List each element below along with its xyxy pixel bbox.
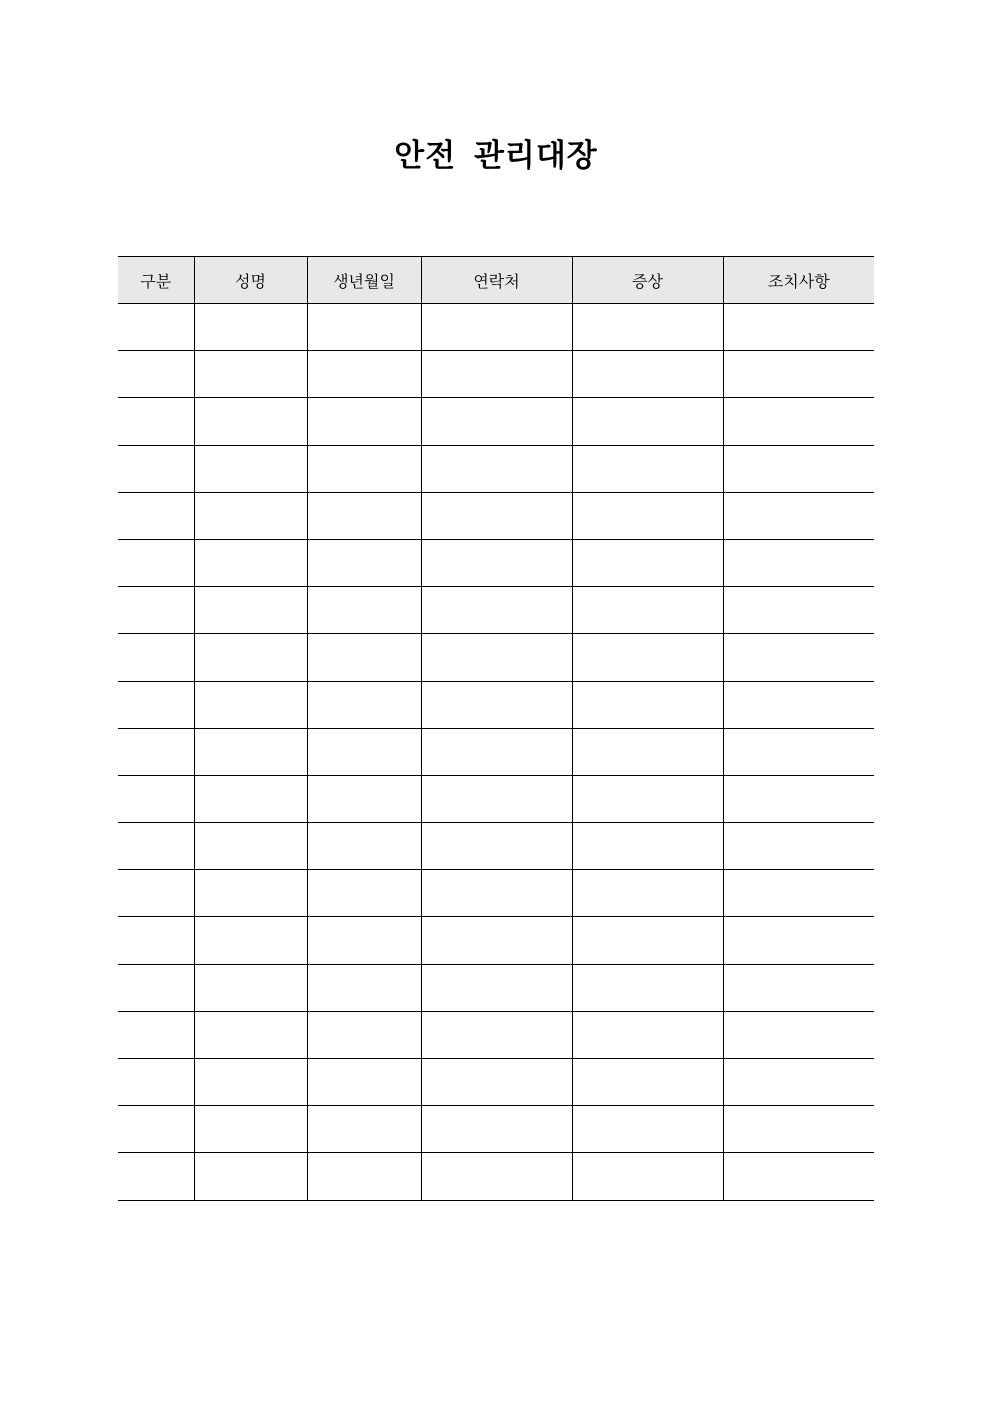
- name-cell: [194, 304, 307, 351]
- action-taken-cell: [723, 964, 874, 1011]
- category-cell: [118, 398, 194, 445]
- page-title: 안전 관리대장: [394, 138, 598, 174]
- birthdate-cell: [307, 1011, 421, 1058]
- action-taken-cell: [723, 304, 874, 351]
- table-row: [118, 492, 874, 539]
- birthdate-cell: [307, 964, 421, 1011]
- table-row: [118, 539, 874, 586]
- category-cell: [118, 1153, 194, 1200]
- birthdate-cell: [307, 492, 421, 539]
- birthdate-cell: [307, 823, 421, 870]
- name-cell: [194, 681, 307, 728]
- category-cell: [118, 964, 194, 1011]
- header-contact: 연락처: [421, 257, 572, 304]
- contact-cell: [421, 587, 572, 634]
- symptom-cell: [572, 1106, 723, 1153]
- table-body: [118, 304, 874, 1201]
- symptom-cell: [572, 634, 723, 681]
- action-taken-cell: [723, 587, 874, 634]
- category-cell: [118, 1059, 194, 1106]
- symptom-cell: [572, 398, 723, 445]
- table-row: [118, 681, 874, 728]
- symptom-cell: [572, 870, 723, 917]
- symptom-cell: [572, 1011, 723, 1058]
- symptom-cell: [572, 587, 723, 634]
- action-taken-cell: [723, 398, 874, 445]
- header-birthdate: 생년월일: [307, 257, 421, 304]
- name-cell: [194, 1059, 307, 1106]
- symptom-cell: [572, 917, 723, 964]
- contact-cell: [421, 492, 572, 539]
- category-cell: [118, 1011, 194, 1058]
- action-taken-cell: [723, 870, 874, 917]
- contact-cell: [421, 823, 572, 870]
- table-row: [118, 728, 874, 775]
- name-cell: [194, 351, 307, 398]
- name-cell: [194, 823, 307, 870]
- contact-cell: [421, 681, 572, 728]
- name-cell: [194, 1153, 307, 1200]
- contact-cell: [421, 634, 572, 681]
- contact-cell: [421, 728, 572, 775]
- category-cell: [118, 539, 194, 586]
- table-row: [118, 870, 874, 917]
- name-cell: [194, 964, 307, 1011]
- contact-cell: [421, 1106, 572, 1153]
- category-cell: [118, 775, 194, 822]
- table-row: [118, 823, 874, 870]
- name-cell: [194, 492, 307, 539]
- category-cell: [118, 351, 194, 398]
- action-taken-cell: [723, 492, 874, 539]
- table-row: [118, 304, 874, 351]
- table-row: [118, 587, 874, 634]
- action-taken-cell: [723, 1011, 874, 1058]
- category-cell: [118, 634, 194, 681]
- name-cell: [194, 775, 307, 822]
- action-taken-cell: [723, 1153, 874, 1200]
- contact-cell: [421, 964, 572, 1011]
- birthdate-cell: [307, 304, 421, 351]
- birthdate-cell: [307, 681, 421, 728]
- name-cell: [194, 1011, 307, 1058]
- category-cell: [118, 1106, 194, 1153]
- symptom-cell: [572, 681, 723, 728]
- contact-cell: [421, 1153, 572, 1200]
- birthdate-cell: [307, 445, 421, 492]
- contact-cell: [421, 775, 572, 822]
- action-taken-cell: [723, 1106, 874, 1153]
- action-taken-cell: [723, 775, 874, 822]
- contact-cell: [421, 351, 572, 398]
- name-cell: [194, 445, 307, 492]
- birthdate-cell: [307, 634, 421, 681]
- symptom-cell: [572, 823, 723, 870]
- symptom-cell: [572, 445, 723, 492]
- action-taken-cell: [723, 823, 874, 870]
- contact-cell: [421, 870, 572, 917]
- header-row: [118, 257, 874, 304]
- contact-cell: [421, 304, 572, 351]
- table-row: [118, 964, 874, 1011]
- table-row: [118, 634, 874, 681]
- contact-cell: [421, 1011, 572, 1058]
- contact-cell: [421, 917, 572, 964]
- category-cell: [118, 728, 194, 775]
- table-row: [118, 351, 874, 398]
- birthdate-cell: [307, 917, 421, 964]
- contact-cell: [421, 1059, 572, 1106]
- category-cell: [118, 587, 194, 634]
- category-cell: [118, 492, 194, 539]
- action-taken-cell: [723, 445, 874, 492]
- name-cell: [194, 870, 307, 917]
- action-taken-cell: [723, 539, 874, 586]
- symptom-cell: [572, 1059, 723, 1106]
- symptom-cell: [572, 728, 723, 775]
- birthdate-cell: [307, 398, 421, 445]
- symptom-cell: [572, 351, 723, 398]
- birthdate-cell: [307, 1106, 421, 1153]
- table-row: [118, 1011, 874, 1058]
- name-cell: [194, 1106, 307, 1153]
- symptom-cell: [572, 304, 723, 351]
- category-cell: [118, 445, 194, 492]
- action-taken-cell: [723, 634, 874, 681]
- action-taken-cell: [723, 351, 874, 398]
- name-cell: [194, 587, 307, 634]
- table-row: [118, 1106, 874, 1153]
- category-cell: [118, 870, 194, 917]
- action-taken-cell: [723, 728, 874, 775]
- symptom-cell: [572, 492, 723, 539]
- category-cell: [118, 304, 194, 351]
- category-cell: [118, 917, 194, 964]
- action-taken-cell: [723, 1059, 874, 1106]
- action-taken-cell: [723, 917, 874, 964]
- birthdate-cell: [307, 870, 421, 917]
- table-row: [118, 1153, 874, 1200]
- table-row: [118, 445, 874, 492]
- name-cell: [194, 398, 307, 445]
- contact-cell: [421, 539, 572, 586]
- birthdate-cell: [307, 1059, 421, 1106]
- header-action-taken: 조치사항: [723, 257, 874, 304]
- table-row: [118, 1059, 874, 1106]
- symptom-cell: [572, 1153, 723, 1200]
- birthdate-cell: [307, 728, 421, 775]
- category-cell: [118, 681, 194, 728]
- birthdate-cell: [307, 539, 421, 586]
- symptom-cell: [572, 964, 723, 1011]
- table-row: [118, 398, 874, 445]
- name-cell: [194, 728, 307, 775]
- header-category: 구분: [118, 257, 194, 304]
- birthdate-cell: [307, 587, 421, 634]
- name-cell: [194, 634, 307, 681]
- name-cell: [194, 539, 307, 586]
- category-cell: [118, 823, 194, 870]
- birthdate-cell: [307, 775, 421, 822]
- table-row: [118, 917, 874, 964]
- header-symptom: 증상: [572, 257, 723, 304]
- table-row: [118, 775, 874, 822]
- birthdate-cell: [307, 1153, 421, 1200]
- symptom-cell: [572, 539, 723, 586]
- symptom-cell: [572, 775, 723, 822]
- contact-cell: [421, 445, 572, 492]
- header-name: 성명: [194, 257, 307, 304]
- birthdate-cell: [307, 351, 421, 398]
- action-taken-cell: [723, 681, 874, 728]
- safety-ledger-table: [118, 256, 874, 1201]
- contact-cell: [421, 398, 572, 445]
- name-cell: [194, 917, 307, 964]
